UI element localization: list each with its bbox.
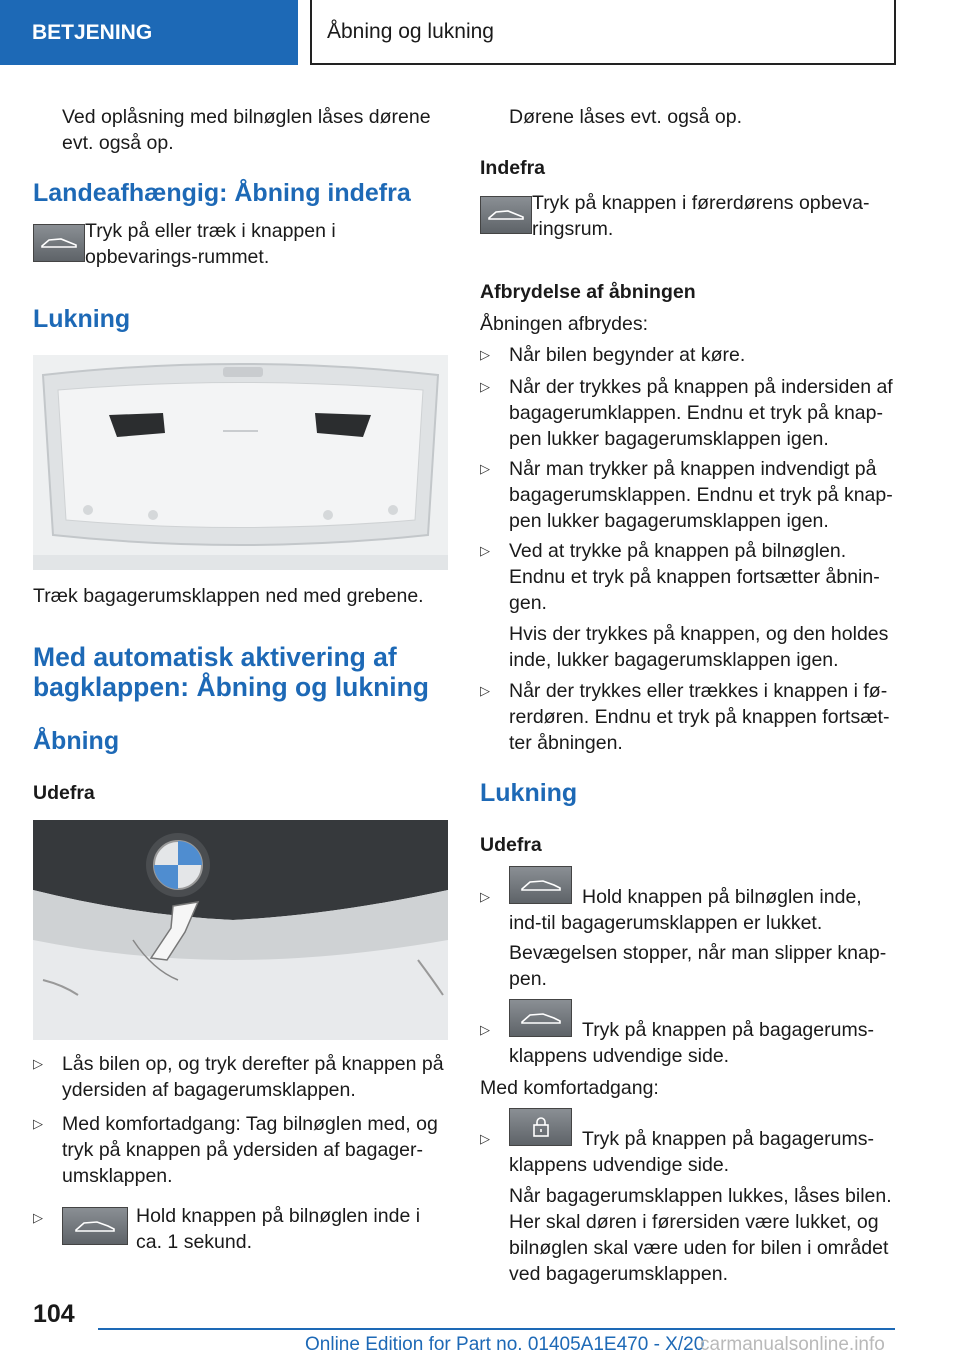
- intro-note: Ved oplåsning med bilnøglen låses dørene evt. også op.: [62, 106, 431, 154]
- closing-bullet-1: Hold knappen på bilnøglen inde, ind-til bagagerumsklappen er lukket.: [509, 886, 862, 934]
- chapter-tab: BETJENING: [0, 0, 298, 65]
- bullet-icon: ▷: [480, 683, 490, 698]
- top-note: Dørene låses evt. også op.: [509, 106, 743, 128]
- heading-indefra: Indefra: [480, 157, 546, 179]
- caption-trunk: Træk bagagerumsklappen ned med grebene.: [33, 585, 424, 607]
- bullet-icon: ▷: [480, 1022, 490, 1037]
- heading-udefra-right: Udefra: [480, 834, 542, 856]
- bullet-icon: ▷: [480, 1131, 490, 1146]
- bullet-icon: ▷: [480, 889, 490, 904]
- right-bullet-5: Når der trykkes eller trækkes i knappen i fø-rerdøren. Endnu et tryk på knappen fortsæt-ter åbningen.: [509, 680, 890, 754]
- heading-udefra-left: Udefra: [33, 782, 95, 804]
- bullet-icon: ▷: [33, 1210, 43, 1225]
- right-bullet-4: Ved at trykke på knappen på bilnøglen. Endnu et tryk på knappen fortsætter åbnin-gen.: [509, 540, 880, 614]
- final-note: Når bagagerumsklappen lukkes, låses bilen. Her skal døren i førersiden være lukket, og bilnøglen skal være uden for bilen i området ved bagagerumsklappen.: [509, 1185, 892, 1285]
- left-bullet-2: Med komfortadgang: Tag bilnøglen med, og tryk på knappen på ydersiden af bagager-umsklappen.: [62, 1113, 438, 1187]
- heading-aabning: Åbning: [33, 727, 120, 755]
- komfort-text: Med komfortadgang:: [480, 1077, 659, 1099]
- car-key-icon: [33, 224, 85, 262]
- afbrydes-text: Åbningen afbrydes:: [480, 313, 649, 335]
- stop-note: Bevægelsen stopper, når man slipper knap-pen.: [509, 942, 887, 990]
- closing-bullet-2: Tryk på knappen på bagagerums-klappens udvendige side.: [509, 1019, 874, 1067]
- footer-edition: Online Edition for Part no. 01405A1E470 - X/20: [305, 1334, 705, 1355]
- bullet-icon: ▷: [480, 347, 490, 362]
- bullet-icon: ▷: [480, 461, 490, 476]
- left-bullet-1: Lås bilen op, og tryk derefter på knappen på ydersiden af bagagerumsklappen.: [62, 1053, 444, 1101]
- trunk-lid-illustration: [33, 355, 448, 570]
- right-bullet-2: Når der trykkes på knappen på indersiden af bagagerumklappen. Endnu et tryk på knap-pen lukker bagagerumsklappen igen.: [509, 376, 893, 450]
- trunk-button-illustration: [33, 820, 448, 1040]
- car-key-icon: [480, 196, 532, 234]
- section-title: Åbning og lukning: [310, 0, 896, 65]
- heading-auto-line1: Med automatisk aktivering af: [33, 642, 397, 672]
- footer-rule: [98, 1328, 895, 1330]
- bullet4-extra: Hvis der trykkes på knappen, og den holdes inde, lukker bagagerumsklappen igen.: [509, 623, 889, 671]
- bullet-icon: ▷: [33, 1116, 43, 1131]
- car-key-icon: [62, 1207, 128, 1245]
- bullet-icon: ▷: [480, 543, 490, 558]
- watermark: carmanualsonline.info: [700, 1334, 885, 1355]
- heading-lukning-left: Lukning: [33, 305, 131, 333]
- right-bullet-1: Når bilen begynder at køre.: [509, 344, 746, 366]
- heading-landeafhaengig: Landeafhængig: Åbning indefra: [33, 179, 411, 207]
- right-bullet-3: Når man trykker på knappen indvendigt på bagagerumsklappen. Endnu et tryk på knap-pen lukker bagagerumsklappen igen.: [509, 458, 893, 532]
- bullet-icon: ▷: [480, 379, 490, 394]
- landeaf-text: Tryk på eller træk i knappen i opbevarings-rummet.: [85, 220, 336, 268]
- heading-auto-line2: bagklappen: Åbning og lukning: [33, 672, 429, 702]
- indefra-text: Tryk på knappen i førerdørens opbeva-ringsrum.: [532, 192, 870, 240]
- heading-afbrydelse: Afbrydelse af åbningen: [480, 281, 696, 303]
- left-bullet-3: Hold knappen på bilnøglen inde i ca. 1 sekund.: [136, 1205, 421, 1253]
- page-number: 104: [33, 1300, 75, 1328]
- bullet-icon: ▷: [33, 1056, 43, 1071]
- closing-bullet-3: Tryk på knappen på bagagerums-klappens udvendige side.: [509, 1128, 874, 1176]
- heading-lukning-right: Lukning: [480, 779, 578, 807]
